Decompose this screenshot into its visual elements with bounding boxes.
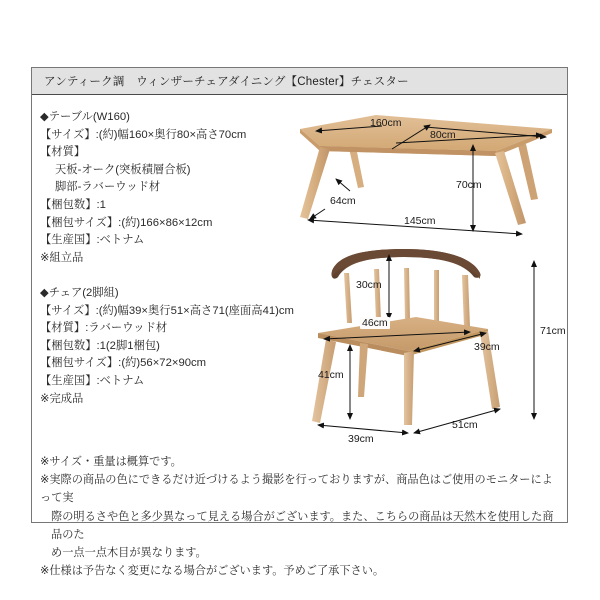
page-title: アンティーク調 ウィンザーチェアダイニング【Chester】チェスター	[44, 76, 409, 88]
table-illustration	[290, 101, 562, 251]
note-color-line1: ※実際の商品の色にできるだけ近づけるよう撮影を行っておりますが、商品色はご使用のモニターによって実	[40, 474, 553, 505]
note-spec-change: ※仕様は予告なく変更になる場合がございます。予めご了承下さい。	[40, 565, 385, 578]
panel-body	[32, 95, 567, 578]
panel-header	[32, 68, 567, 95]
table-material-top: 天板-オーク(突板積層合板)	[55, 163, 191, 176]
chair-heading: ◆チェア(2脚組)	[40, 286, 119, 299]
table-leg-depth-dim-line	[336, 179, 350, 191]
table-heading: ◆テーブル(W160)	[40, 111, 130, 123]
dim-table-leg-depth: 64cm	[330, 195, 356, 207]
chair-size: 【サイズ】:(約)幅39×奥行51×高さ71(座面高41)cm	[40, 304, 294, 317]
spec-spacer	[40, 267, 308, 285]
note-color-line2: 際の明るさや色と多少異なって見える場合がございます。また、こちらの商品は天然木を使用した商品のた	[51, 510, 554, 541]
chair-material: 【材質】:ラバーウッド材	[40, 322, 168, 335]
dim-chair-back-height: 30cm	[356, 279, 382, 291]
chair-origin: 【生産国】:ベトナム	[40, 374, 145, 387]
dim-table-depth: 80cm	[430, 129, 456, 141]
dim-table-base-width: 145cm	[404, 215, 436, 227]
spec-panel	[31, 67, 568, 578]
dim-chair-seat-width: 46cm	[362, 317, 388, 329]
table-size: 【サイズ】:(約)幅160×奥行80×高さ70cm	[40, 128, 247, 141]
table-dimension-diagram	[290, 101, 562, 251]
table-assembly: ※組立品	[40, 251, 84, 264]
note-color-line3: め一点一点木目が異なります。	[51, 547, 207, 560]
dim-chair-base-depth: 51cm	[452, 419, 478, 431]
dim-chair-base-width: 39cm	[348, 433, 374, 445]
spec-text-column	[40, 109, 308, 408]
dim-chair-total-height: 71cm	[540, 325, 566, 337]
chair-illustration	[304, 247, 562, 447]
chair-dimension-diagram	[304, 247, 566, 447]
dim-chair-seat-depth: 39cm	[474, 341, 500, 353]
chair-assembly: ※完成品	[40, 392, 84, 405]
chair-base-width-dim-line	[318, 425, 408, 433]
table-leg-depth-dim-line-2	[310, 209, 325, 219]
table-origin: 【生産国】:ベトナム	[40, 234, 145, 247]
chair-package-size: 【梱包サイズ】:(約)56×72×90cm	[40, 357, 207, 370]
notes-block	[40, 453, 562, 580]
table-package-count: 【梱包数】:1	[40, 198, 106, 211]
dim-table-width: 160cm	[370, 117, 402, 129]
chair-package-count: 【梱包数】:1(2脚1梱包)	[40, 339, 160, 352]
dim-table-height: 70cm	[456, 179, 482, 191]
note-size-weight: ※サイズ・重量は概算です。	[40, 456, 182, 468]
dim-chair-seat-height: 41cm	[318, 369, 344, 381]
table-material-label: 【材質】	[40, 146, 86, 159]
table-material-leg: 脚部-ラバーウッド材	[55, 181, 161, 194]
table-package-size: 【梱包サイズ】:(約)166×86×12cm	[40, 216, 213, 229]
